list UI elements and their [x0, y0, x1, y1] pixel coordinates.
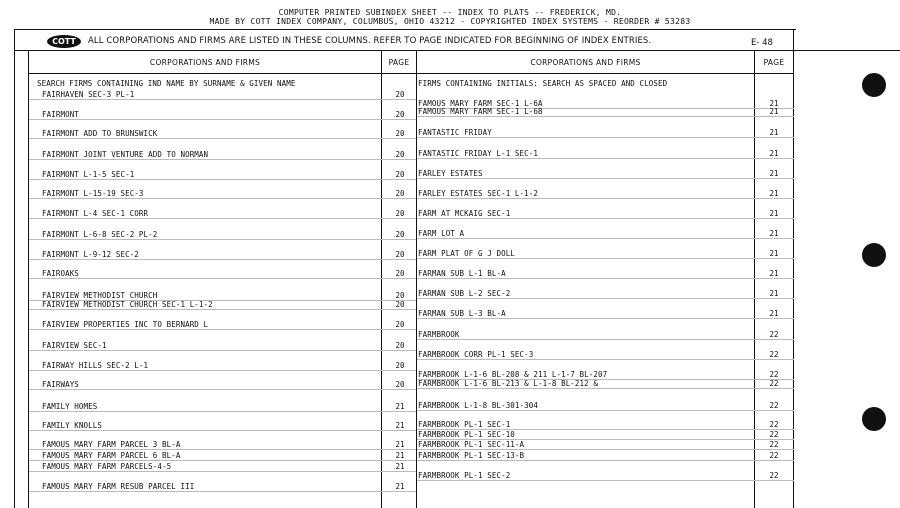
left-entry-page: 20 [395, 129, 405, 138]
left-row-separator [29, 179, 416, 180]
right-entry-name: FAMOUS MARY FARM SEC-1 L-6A [418, 99, 543, 108]
right-entry-page: 22 [769, 370, 779, 379]
right-row-separator [417, 198, 794, 199]
left-entry-page: 20 [395, 150, 405, 159]
right-entry-page: 21 [769, 107, 779, 116]
left-entry-page: 20 [395, 269, 405, 278]
right-entry-name: FARMBROOK PL-1 SEC-1 [418, 420, 511, 429]
left-column-instruction: SEARCH FIRMS CONTAINING IND NAME BY SURNAME & GIVEN NAME [37, 79, 296, 88]
right-row-separator [417, 158, 794, 159]
left-entry-page: 20 [395, 250, 405, 259]
left-entry-page: 21 [395, 440, 405, 449]
left-row-separator [29, 218, 416, 219]
left-entry-name: FAIRMONT JOINT VENTURE ADD TO NORMAN [42, 150, 209, 159]
left-row-separator [29, 309, 416, 310]
left-row-separator [29, 119, 416, 120]
right-row-separator [417, 258, 794, 259]
right-row-separator [417, 460, 794, 461]
right-entry-name: FARMAN SUB L-1 BL-A [418, 269, 506, 278]
left-entry-page: 20 [395, 170, 405, 179]
left-entry-page: 21 [395, 451, 405, 460]
right-entry-name: FAMOUS MARY FARM SEC-1 L-6B [418, 107, 543, 116]
left-entry-name: FAIRMONT L-15-19 SEC-3 [42, 189, 144, 198]
left-border [14, 29, 15, 508]
right-entry-name: FARLEY ESTATES SEC-1 L-1-2 [418, 189, 538, 198]
left-entry-page: 20 [395, 230, 405, 239]
right-entry-page: 22 [769, 451, 779, 460]
right-entry-page: 21 [769, 309, 779, 318]
left-row-separator [29, 471, 416, 472]
top-rule [14, 29, 796, 30]
left-entry-name: FAMILY HOMES [42, 402, 98, 411]
header-line-2: MADE BY COTT INDEX COMPANY, COLUMBUS, OHIO 43212 - COPYRIGHTED INDEX SYSTEMS - REORDER # 53283 [209, 17, 691, 26]
left-entry-page: 20 [395, 320, 405, 329]
right-entry-name: FARMBROOK L-1-6 BL-208 & 211 L-1-7 BL-207 [418, 370, 608, 379]
binder-hole-middle [862, 243, 886, 267]
left-entry-page: 20 [395, 341, 405, 350]
left-row-separator [29, 198, 416, 199]
right-entry-page: 22 [769, 430, 779, 439]
header-line-1: COMPUTER PRINTED SUBINDEX SHEET -- INDEX TO PLATS -- FREDERICK, MD. [278, 8, 622, 17]
left-entry-page: 21 [395, 482, 405, 491]
left-row-separator [29, 259, 416, 260]
binder-hole-bottom [862, 407, 886, 431]
right-entry-name: FARM AT MCKAIG SEC-1 [418, 209, 511, 218]
right-entry-page: 22 [769, 330, 779, 339]
right-entry-name: FARMAN SUB L-2 SEC-2 [418, 289, 511, 298]
right-row-separator [417, 359, 794, 360]
left-entry-name: FAIRMONT L-4 SEC-1 CORR [42, 209, 149, 218]
left-row-separator [29, 99, 416, 100]
left-entry-name: FAIRMONT L-1-5 SEC-1 [42, 170, 135, 179]
right-entry-page: 22 [769, 471, 779, 480]
left-row-separator [29, 460, 416, 461]
left-row-separator [29, 449, 416, 450]
left-row-separator [29, 491, 416, 492]
right-row-separator [417, 410, 794, 411]
right-entry-page: 21 [769, 209, 779, 218]
right-entry-name: FARMBROOK PL-1 SEC-10 [418, 430, 515, 439]
right-entry-name: FARMBROOK L-1-8 BL-301-304 [418, 401, 538, 410]
cott-logo: COTT [47, 35, 81, 48]
left-entry-page: 20 [395, 209, 405, 218]
left-page-header: PAGE [388, 58, 410, 67]
binder-hole-top [862, 73, 886, 97]
right-entry-page: 21 [769, 269, 779, 278]
right-row-separator [417, 278, 794, 279]
left-row-separator [29, 370, 416, 371]
right-row-separator [417, 480, 794, 481]
right-entry-name: FARMBROOK L-1-6 BL-213 & L-1-8 BL-212 & [418, 379, 598, 388]
right-entry-page: 22 [769, 420, 779, 429]
right-row-separator [417, 449, 794, 450]
right-entry-page: 21 [769, 289, 779, 298]
left-entry-name: FAIRMONT L-9-12 SEC-2 [42, 250, 139, 259]
right-entry-name: FARMBROOK PL-1 SEC-11-A [418, 440, 525, 449]
right-entry-name: FARMAN SUB L-3 BL-A [418, 309, 506, 318]
left-entry-page: 20 [395, 361, 405, 370]
right-entry-name: FARMBROOK PL-1 SEC-2 [418, 471, 511, 480]
left-entry-name: FAIROAKS [42, 269, 79, 278]
notice-text: ALL CORPORATIONS AND FIRMS ARE LISTED IN THESE COLUMNS. REFER TO PAGE INDICATED FOR BEGINNING OF INDEX ENTRIES. [88, 36, 652, 46]
right-row-separator [417, 137, 794, 138]
right-page-header: PAGE [763, 58, 785, 67]
right-entry-page: 21 [769, 149, 779, 158]
right-row-separator [417, 218, 794, 219]
right-column-instruction: FIRMS CONTAINING INITIALS: SEARCH AS SPACED AND CLOSED [418, 79, 668, 88]
left-entry-page: 20 [395, 300, 405, 309]
right-row-separator [417, 339, 794, 340]
right-entry-page: 22 [769, 401, 779, 410]
left-entry-name: FAMILY KNOLLS [42, 421, 102, 430]
left-entry-name: FAIRVIEW METHODIST CHURCH SEC-1 L-1-2 [42, 300, 213, 309]
left-entry-name: FAIRVIEW SEC-1 [42, 341, 107, 350]
left-entry-name: FAIRMONT ADD TO BRUNSWICK [42, 129, 158, 138]
left-row-separator [29, 239, 416, 240]
right-entry-page: 21 [769, 249, 779, 258]
right-entry-page: 21 [769, 189, 779, 198]
left-row-separator [29, 329, 416, 330]
right-entry-name: FARMBROOK CORR PL-1 SEC-3 [418, 350, 534, 359]
right-entry-name: FARMBROOK PL-1 SEC-13-B [418, 451, 525, 460]
left-row-separator [29, 278, 416, 279]
right-row-separator [417, 298, 794, 299]
left-entry-page: 21 [395, 402, 405, 411]
right-entry-name: FARM PLAT OF G J DOLL [418, 249, 515, 258]
right-entry-page: 22 [769, 379, 779, 388]
right-row-separator [417, 388, 794, 389]
right-entry-page: 22 [769, 350, 779, 359]
left-entry-page: 20 [395, 189, 405, 198]
left-entry-page: 20 [395, 90, 405, 99]
left-entry-name: FAIRVIEW PROPERTIES INC TO BERNARD L [42, 320, 209, 329]
right-column-title: CORPORATIONS AND FIRMS [530, 58, 641, 67]
right-entry-name: FARMBROOK [418, 330, 460, 339]
right-row-separator [417, 318, 794, 319]
left-entry-name: FAMOUS MARY FARM PARCEL 3 BL-A [42, 440, 181, 449]
left-row-separator [29, 411, 416, 412]
right-row-separator [417, 116, 794, 117]
sheet-page-ref: E- 48 [751, 38, 773, 48]
left-row-separator [29, 389, 416, 390]
right-entry-name: FARM LOT A [418, 229, 465, 238]
right-entry-page: 22 [769, 440, 779, 449]
right-entry-page: 21 [769, 128, 779, 137]
left-entry-name: FAIRVIEW METHODIST CHURCH [42, 291, 158, 300]
left-row-separator [29, 159, 416, 160]
left-entry-page: 21 [395, 462, 405, 471]
right-entry-name: FANTASTIC FRIDAY [418, 128, 492, 137]
notice-rule [14, 50, 900, 51]
right-entry-name: FANTASTIC FRIDAY L-1 SEC-1 [418, 149, 538, 158]
left-row-separator [29, 138, 416, 139]
right-entry-name: FARLEY ESTATES [418, 169, 483, 178]
right-row-separator [417, 238, 794, 239]
column-header-rule [28, 73, 794, 74]
left-entry-name: FAIRWAY HILLS SEC-2 L-1 [42, 361, 149, 370]
left-row-separator [29, 430, 416, 431]
left-column-title: CORPORATIONS AND FIRMS [149, 58, 261, 67]
left-entry-name: FAIRMONT L-6-8 SEC-2 PL-2 [42, 230, 158, 239]
right-entry-page: 21 [769, 99, 779, 108]
left-entry-page: 20 [395, 110, 405, 119]
left-entry-name: FAMOUS MARY FARM RESUB PARCEL III [42, 482, 195, 491]
right-entry-page: 21 [769, 229, 779, 238]
right-entry-page: 21 [769, 169, 779, 178]
left-entry-name: FAMOUS MARY FARM PARCEL 6 BL-A [42, 451, 181, 460]
left-entry-page: 20 [395, 380, 405, 389]
left-entry-page: 20 [395, 291, 405, 300]
left-entry-name: FAIRMONT [42, 110, 79, 119]
right-border [793, 29, 794, 508]
right-row-separator [417, 178, 794, 179]
left-entry-name: FAIRWAYS [42, 380, 79, 389]
left-row-separator [29, 350, 416, 351]
left-entry-page: 21 [395, 421, 405, 430]
left-entry-name: FAIRHAVEN SEC-3 PL-1 [42, 90, 135, 99]
left-entry-name: FAMOUS MARY FARM PARCELS-4-5 [42, 462, 172, 471]
